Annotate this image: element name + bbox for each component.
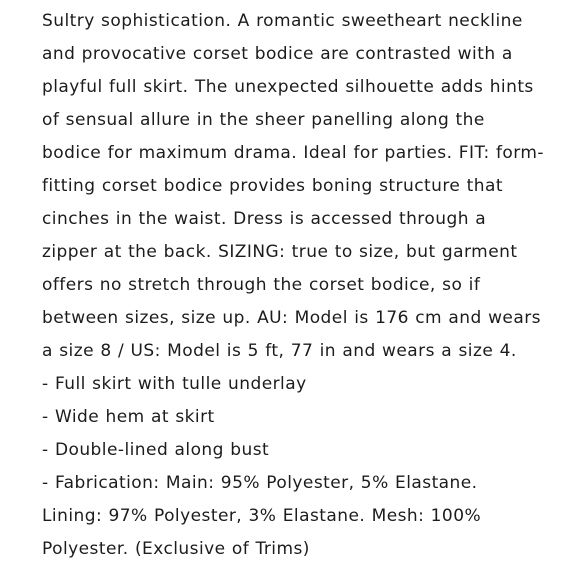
description-line: and provocative corset bodice are contrasted with a xyxy=(42,44,513,64)
bullet-item-wide-hem: - Wide hem at skirt xyxy=(42,407,215,427)
description-line: cinches in the waist. Dress is accessed through a xyxy=(42,209,487,229)
fabrication-line: Polyester. (Exclusive of Trims) xyxy=(42,539,310,559)
description-line: Sultry sophistication. A romantic sweetheart neckline xyxy=(42,11,523,31)
description-line: fitting corset bodice provides boning structure that xyxy=(42,176,504,196)
product-description xyxy=(42,5,544,566)
description-line: of sensual allure in the sheer panelling along the xyxy=(42,110,485,130)
description-line: between sizes, size up. AU: Model is 176 cm and wears xyxy=(42,308,541,328)
description-line: a size 8 / US: Model is 5 ft, 77 in and wears a size 4. xyxy=(42,341,517,361)
fabrication-line: Lining: 97% Polyester, 3% Elastane. Mesh: 100% xyxy=(42,506,482,526)
bullet-item-full-skirt: - Full skirt with tulle underlay xyxy=(42,374,307,394)
description-line: bodice for maximum drama. Ideal for parties. FIT: form- xyxy=(42,143,544,163)
description-line: offers no stretch through the corset bodice, so if xyxy=(42,275,481,295)
description-line: playful full skirt. The unexpected silhouette adds hints xyxy=(42,77,534,97)
bullet-item-fabrication: - Fabrication: Main: 95% Polyester, 5% Elastane. xyxy=(42,473,478,493)
description-line: zipper at the back. SIZING: true to size, but garment xyxy=(42,242,518,262)
bullet-item-double-lined: - Double-lined along bust xyxy=(42,440,270,460)
